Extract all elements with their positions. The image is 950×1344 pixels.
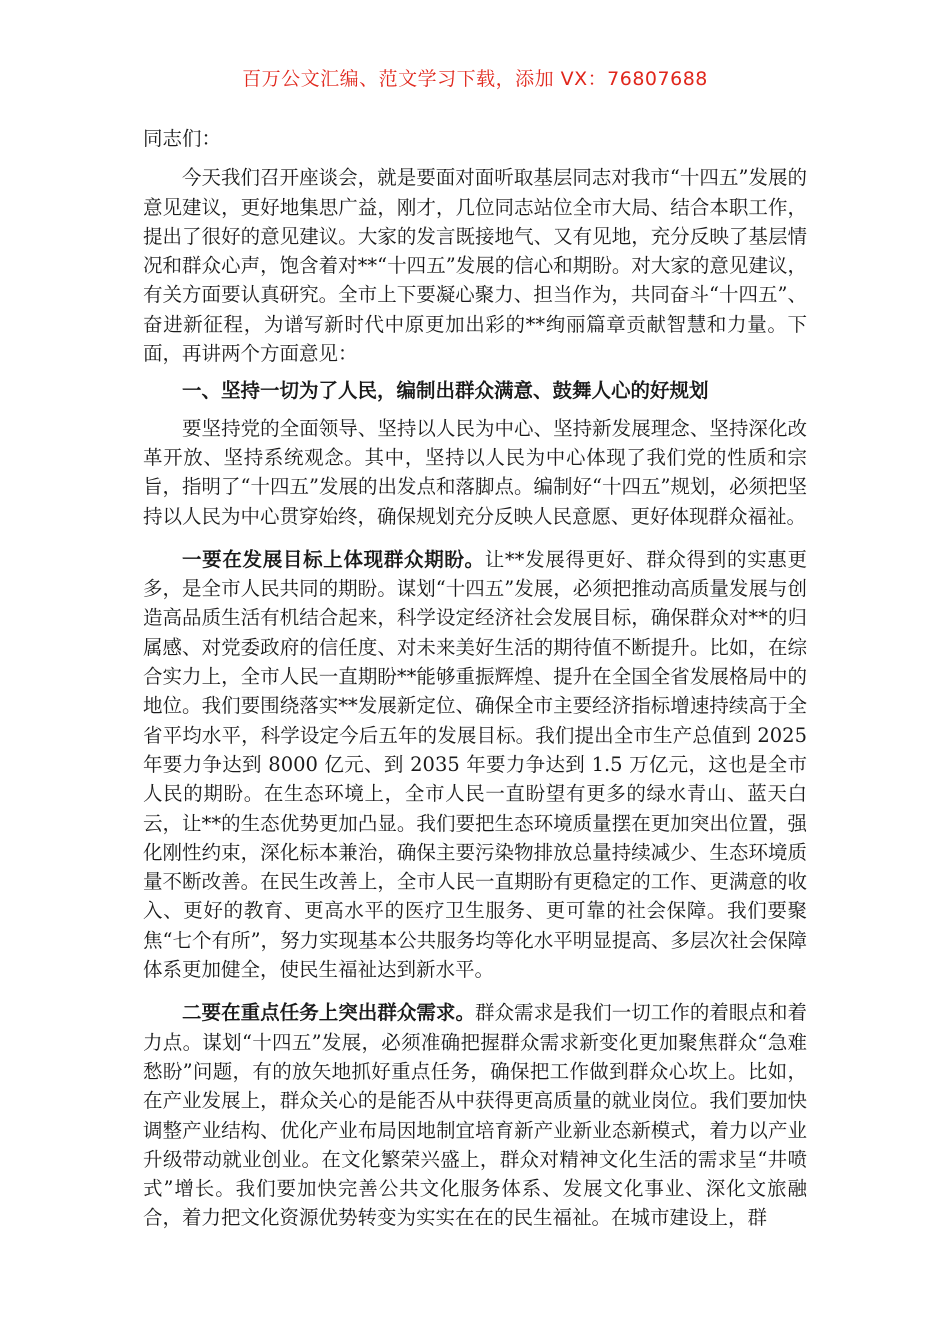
point-one-paragraph [143,545,807,984]
point-one-body: 让**发展得更好、群众得到的实惠更多，是全市人民共同的期盼。谋划“十四五”发展，必须把推动高质量发展与创造高品质生活有机结合起来，科学设定经济社会发展目标，确保群众对**的归属感、对党委政府的信任度、对未来美好生活的期待值不断提升。比如，在综合实力上，全市人民一直期盼**能够重振辉煌、提升在全国全省发展格局中的地位。我们要围绕落实**发展新定位、确保全市主要经济指标增速持续高于全省平均水平，科学设定今后五年的发展目标。我们提出全市生产总值到 2025 年要力争达到 8000 亿元、到 2035 年要力争达到 1.5 万亿元，这也是全市人民的期盼。在生态环境上，全市人民一直盼望有更多的绿水青山、蓝天白云，让**的生态优势更加凸显。我们要把生态环境质量摆在更加突出位置，强化刚性约束，深化标本兼治，确保主要污染物排放总量持续减少、生态环境质量不断改善。在民生改善上，全市人民一直期盼有更稳定的工作、更满意的收入、更好的教育、更高水平的医疗卫生服务、更可靠的社会保障。我们要聚焦“七个有所”，努力实现基本公共服务均等化水平明显提高、多层次社会保障体系更加健全，使民生福祉达到新水平。 [143,547,807,982]
section-heading: 一、坚持一切为了人民，编制出群众满意、鼓舞人心的好规划 [182,379,709,403]
point-two-paragraph [143,998,807,1232]
salutation: 同志们： [143,127,222,150]
section-paragraph: 要坚持党的全面领导、坚持以人民为中心、坚持新发展理念、坚持深化改革开放、坚持系统观念。其中，坚持以人民为中心体现了我们党的性质和宗旨，指明了“十四五”发展的出发点和落脚点。编制好“十四五”规划，必须把坚持以人民为中心贯穿始终，确保规划充分反映人民意愿、更好体现群众福祉。 [143,416,807,528]
point-two-lead: 二要在重点任务上突出群众需求。 [182,1001,475,1025]
point-two-body: 群众需求是我们一切工作的着眼点和着力点。谋划“十四五”发展，必须准确把握群众需求新变化更加聚焦群众“急难愁盼”问题，有的放矢地抓好重点任务，确保把工作做到群众心坎上。比如，在产业发展上，群众关心的是能否从中获得更高质量的就业岗位。我们要加快调整产业结构、优化产业布局因地制宜培育新产业新业态新模式，着力以产业升级带动就业创业。在文化繁荣兴盛上，群众对精神文化生活的需求呈“井喷式”增长。我们要加快完善公共文化服务体系、发展文化事业、深化文旅融合，着力把文化资源优势转变为实实在在的民生福祉。在城市建设上，群 [143,1001,807,1230]
intro-paragraph: 今天我们召开座谈会，就是要面对面听取基层同志对我市“十四五”发展的意见建议，更好地集思广益，刚才，几位同志站位全市大局、结合本职工作，提出了很好的意见建议。大家的发言既接地气、又有见地，充分反映了基层情况和群众心声，饱含着对**“十四五”发展的信心和期盼。对大家的意见建议，有关方面要认真研究。全市上下要凝心聚力、担当作为，共同奋斗“十四五”、奋进新征程，为谱写新时代中原更加出彩的**绚丽篇章贡献智慧和力量。下面，再讲两个方面意见： [143,166,807,366]
point-one-lead: 一要在发展目标上体现群众期盼。 [182,547,485,571]
watermark-header: 百万公文汇编、范文学习下载，添加 VX：76807688 [242,68,708,90]
document-body [143,124,807,1233]
